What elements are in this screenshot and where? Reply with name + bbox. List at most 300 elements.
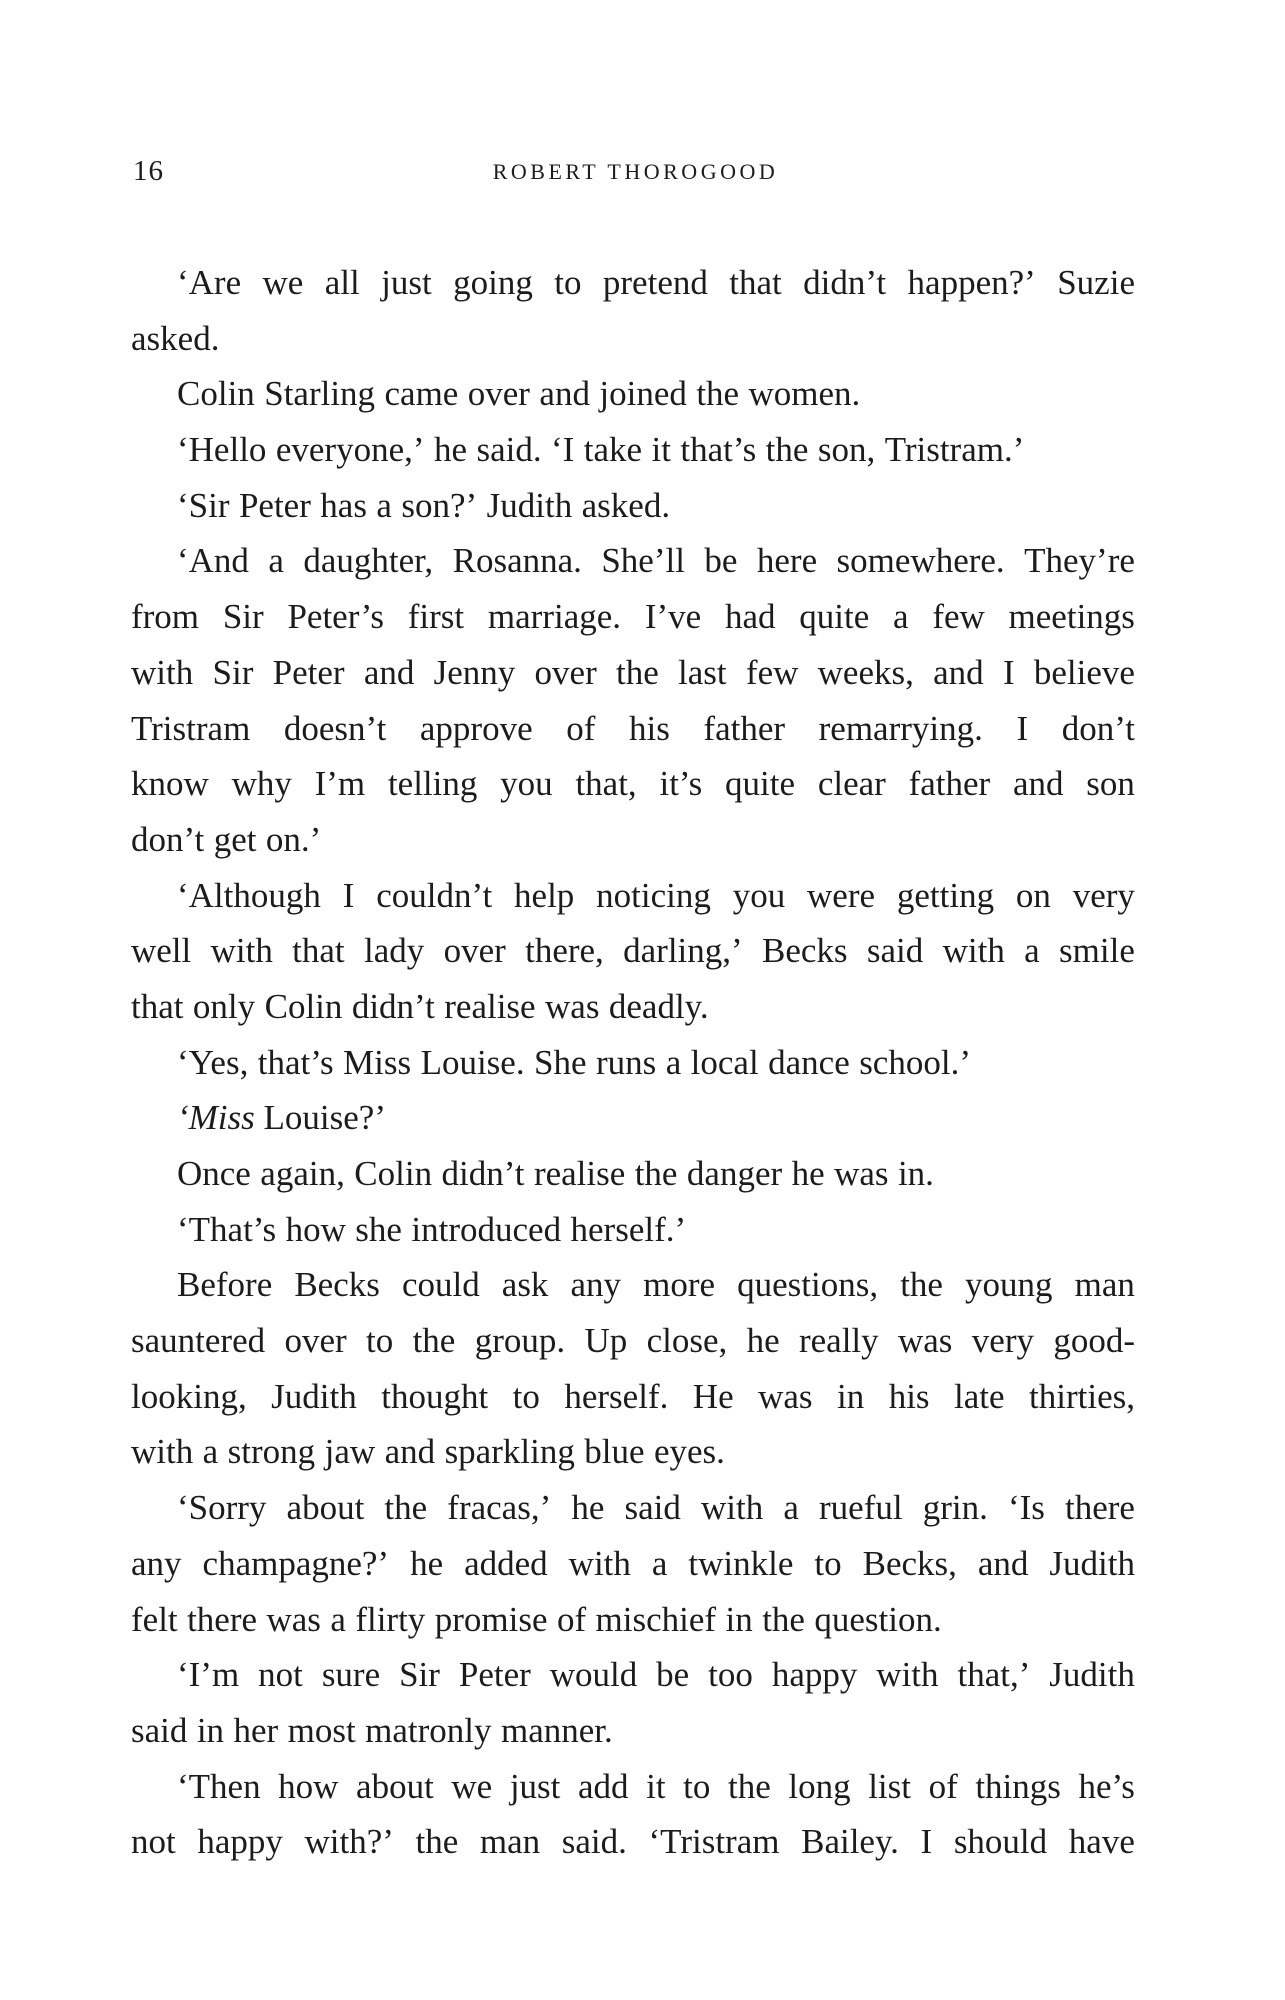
word: a (330, 1599, 346, 1639)
word: he (571, 1488, 605, 1528)
word: matronly (365, 1710, 492, 1750)
word: Jenny (433, 652, 516, 692)
line-remainder: Louise?’ (254, 1098, 386, 1138)
body-text (131, 255, 1135, 1870)
word: going (453, 263, 533, 302)
word: thought (381, 1376, 489, 1416)
word: any (131, 1543, 182, 1583)
word: ‘Hello (177, 430, 267, 470)
word: again, (260, 1154, 345, 1193)
word: it’s (659, 764, 703, 804)
text-line (131, 478, 1135, 534)
word: the (762, 1599, 805, 1639)
word: ‘Yes, (177, 1042, 249, 1082)
word: Bailey. (801, 1822, 899, 1862)
word: to (814, 1543, 842, 1583)
text-line (131, 311, 1135, 367)
word: getting (896, 875, 995, 915)
word: few (745, 652, 799, 692)
word: was (266, 1599, 321, 1639)
word: to (366, 1321, 394, 1361)
word: with (568, 1543, 631, 1583)
word: any (570, 1265, 622, 1305)
word: Starling (264, 374, 376, 414)
word: asked. (581, 485, 671, 525)
word: question. (814, 1599, 942, 1639)
word: Becks, (862, 1543, 957, 1583)
word: mischief (595, 1599, 717, 1639)
text-line (131, 1424, 1135, 1480)
word: He (692, 1376, 734, 1416)
word: and (977, 1543, 1029, 1583)
word: smile (1059, 931, 1135, 971)
word: the (415, 1822, 459, 1862)
text-line (131, 1369, 1135, 1425)
text-line (131, 1480, 1135, 1536)
word: the (634, 1154, 678, 1193)
word: Louise. (420, 1042, 525, 1082)
word: blue (584, 1432, 645, 1472)
word: Becks (762, 931, 848, 971)
word: a (783, 1488, 799, 1528)
word: felt (131, 1599, 178, 1639)
word: list (868, 1766, 911, 1806)
word: a (268, 541, 284, 581)
word: sparkling (444, 1432, 575, 1472)
word: have (1068, 1822, 1135, 1862)
word: to (554, 263, 582, 302)
word: didn’t (803, 263, 887, 302)
word: clear (817, 764, 886, 804)
word: not (131, 1822, 176, 1862)
word: get (213, 819, 257, 859)
word: about (286, 1488, 365, 1528)
word: noticing (596, 875, 711, 915)
word: said. (561, 1822, 627, 1862)
word: marriage. (487, 597, 622, 637)
word: long (788, 1766, 851, 1806)
word: dance (768, 1042, 850, 1082)
word: to (683, 1766, 711, 1806)
word: there (187, 1599, 258, 1639)
text-line (131, 1647, 1135, 1703)
text-line (131, 756, 1135, 812)
word: Rosanna. (452, 541, 582, 581)
word: looking, (131, 1376, 247, 1416)
word: with (876, 1655, 939, 1695)
word: quite (799, 597, 870, 637)
word: just (509, 1766, 561, 1806)
word: in (196, 1710, 225, 1750)
word: Judith (1049, 1543, 1135, 1583)
word: darling,’ (623, 931, 743, 971)
word: said (624, 1488, 681, 1528)
word: I (920, 1822, 933, 1862)
text-line (131, 1313, 1135, 1369)
word: not (258, 1655, 303, 1695)
word: on.’ (265, 819, 322, 859)
word: there (1065, 1488, 1135, 1528)
word: he (433, 430, 468, 470)
word: really (798, 1321, 879, 1361)
word: was (834, 1154, 889, 1193)
text-line (131, 1257, 1135, 1313)
word: and (384, 1432, 436, 1472)
word: Sir (222, 597, 264, 637)
running-head-author: ROBERT THOROGOOD (492, 159, 779, 184)
word: quite (725, 764, 796, 804)
text-line (131, 255, 1135, 311)
word: Judith (1049, 1655, 1135, 1695)
word: the (900, 1265, 943, 1305)
word: take (583, 430, 643, 470)
word: doesn’t (283, 708, 387, 748)
word: Sir (212, 652, 254, 692)
word: that,’ (957, 1655, 1031, 1695)
word: here (756, 541, 818, 581)
word: jaw (324, 1432, 376, 1472)
word: he (791, 1154, 825, 1193)
word: I (1002, 652, 1015, 692)
word: more (643, 1265, 716, 1305)
word: Once (177, 1154, 251, 1193)
word: he’s (1078, 1766, 1135, 1806)
word: They’re (1024, 541, 1135, 581)
word: father (703, 708, 786, 748)
word: a (202, 1432, 219, 1472)
word: daughter, (303, 541, 434, 581)
text-line (131, 366, 1135, 422)
word: well (131, 931, 192, 971)
word: don’t (131, 819, 205, 859)
word: last (678, 652, 727, 692)
word: the (616, 652, 659, 692)
word: was (545, 986, 600, 1026)
word: we (451, 1766, 493, 1806)
word: things (975, 1766, 1061, 1806)
word: herself. (564, 1376, 669, 1416)
word: has (320, 485, 367, 525)
word: he (746, 1321, 780, 1361)
word: realise (533, 1154, 626, 1193)
word: She (534, 1042, 587, 1082)
text-line (131, 533, 1135, 589)
word: somewhere. (836, 541, 1005, 581)
word: very (971, 1321, 1034, 1361)
word: thirties, (1029, 1376, 1135, 1416)
word: with (942, 931, 1005, 971)
word: ‘That’s (177, 1209, 277, 1249)
word: son?’ (401, 485, 478, 525)
word: strong (227, 1432, 316, 1472)
word: Before (177, 1265, 273, 1305)
word: women. (748, 374, 861, 414)
word: school.’ (859, 1042, 971, 1082)
word: a (1024, 931, 1040, 971)
word: that’s (257, 1042, 334, 1082)
word: joined (599, 374, 687, 414)
word: from (131, 597, 200, 637)
word: over (284, 1321, 347, 1361)
word: Peter (458, 1655, 531, 1695)
word: remarrying. (818, 708, 983, 748)
page-number: 16 (133, 155, 164, 187)
word: be (656, 1655, 690, 1695)
word: promise (434, 1599, 548, 1639)
word: a (893, 597, 909, 637)
word: very (1072, 875, 1135, 915)
word: Colin (264, 986, 343, 1026)
word: and (1012, 764, 1064, 804)
word: could (401, 1265, 480, 1305)
word: a (651, 1543, 668, 1583)
word: late (954, 1376, 1005, 1416)
word: Peter (272, 652, 345, 692)
word: father (908, 764, 991, 804)
word: happen?’ (907, 263, 1036, 302)
word: ‘Sorry (177, 1488, 267, 1528)
word: the (728, 1766, 771, 1806)
word: were (807, 875, 876, 915)
word: didn’t (351, 986, 435, 1026)
word: Colin (354, 1154, 433, 1193)
word: Tristram (131, 708, 251, 748)
word: manner. (500, 1710, 613, 1750)
word: and (363, 652, 415, 692)
word: the (412, 1321, 456, 1361)
word: her (233, 1710, 279, 1750)
word: danger (686, 1154, 783, 1193)
word: you (732, 875, 786, 915)
word: would (549, 1655, 638, 1695)
word: Up (584, 1321, 628, 1361)
word: of (566, 708, 596, 748)
word: and (539, 374, 590, 414)
word: added (464, 1543, 548, 1583)
word: meetings (1008, 597, 1135, 637)
word: Suzie (1057, 263, 1135, 302)
word: about (356, 1766, 434, 1806)
word: how (278, 1766, 339, 1806)
word: realise (444, 986, 536, 1026)
word: son, (817, 430, 876, 470)
word: that (729, 263, 782, 302)
word: ‘Sir (177, 485, 230, 525)
word: she (355, 1209, 402, 1249)
word: Colin (177, 374, 255, 414)
text-line (131, 1090, 1135, 1146)
word: questions, (737, 1265, 879, 1305)
word: ‘Tristram (648, 1822, 780, 1862)
text-line (131, 422, 1135, 478)
word: good- (1053, 1321, 1135, 1361)
word: over (467, 374, 530, 414)
word: with (131, 652, 194, 692)
word: help (514, 875, 575, 915)
text-line (131, 701, 1135, 757)
word: the (696, 374, 740, 414)
word: Peter’s (287, 597, 384, 637)
word: know (131, 764, 209, 804)
word: why (231, 764, 292, 804)
word: of (556, 1599, 587, 1639)
word: you (500, 764, 553, 804)
text-line (131, 979, 1135, 1035)
text-line (131, 812, 1135, 868)
word: lady (363, 931, 425, 971)
text-line (131, 1536, 1135, 1592)
word: ‘Although (177, 875, 321, 915)
text-line (131, 1035, 1135, 1091)
word: everyone,’ (275, 430, 425, 470)
word: with (131, 1432, 194, 1472)
word: over (534, 652, 597, 692)
word: of (928, 1766, 958, 1806)
word: asked. (131, 318, 220, 358)
text-line (131, 589, 1135, 645)
text-line (131, 1759, 1135, 1815)
word: Judith (486, 485, 573, 525)
text-line (131, 868, 1135, 924)
word: pretend (602, 263, 708, 302)
word: in. (897, 1154, 934, 1193)
word: the (765, 430, 809, 470)
word: to (512, 1376, 540, 1416)
word: with (701, 1488, 764, 1528)
word: that (292, 931, 345, 971)
word: Judith (271, 1376, 357, 1416)
word: ‘Is (1007, 1488, 1045, 1528)
word: in (836, 1376, 865, 1416)
text-line (131, 923, 1135, 979)
word: happy (197, 1822, 283, 1862)
word: man (1074, 1265, 1135, 1305)
word: man (479, 1822, 541, 1862)
word: said (131, 1710, 188, 1750)
word: it (646, 1766, 666, 1806)
word: believe (1033, 652, 1135, 692)
word: first (407, 597, 465, 637)
word: local (690, 1042, 759, 1082)
word: group. (474, 1321, 566, 1361)
word: close, (646, 1321, 728, 1361)
word: Miss (343, 1042, 412, 1082)
text-line (131, 1202, 1135, 1258)
word: I (1016, 708, 1029, 748)
word: said (866, 931, 924, 971)
word: twinkle (688, 1543, 794, 1583)
word: weeks, (817, 652, 914, 692)
word: rueful (819, 1488, 903, 1528)
word: Sir (399, 1655, 440, 1695)
word: ‘I’m (177, 1655, 240, 1695)
word: son (1086, 764, 1135, 804)
running-head (133, 155, 1138, 195)
word: only (192, 986, 256, 1026)
word: a (665, 1042, 682, 1082)
word: ‘I (551, 430, 575, 470)
word: on (1015, 875, 1051, 915)
text-line (131, 1703, 1135, 1759)
word: sure (321, 1655, 381, 1695)
word: ask (501, 1265, 549, 1305)
word: sauntered (131, 1321, 266, 1361)
word: his (628, 708, 670, 748)
word: with?’ (304, 1822, 394, 1862)
word: telling (387, 764, 478, 804)
word: most (287, 1710, 356, 1750)
word: with (210, 931, 273, 971)
word: was (898, 1321, 953, 1361)
word: was (758, 1376, 813, 1416)
word: ‘And (177, 541, 249, 581)
word: deadly. (608, 986, 709, 1026)
italic-word: ‘Miss (177, 1098, 255, 1138)
word: Becks (294, 1265, 380, 1305)
word: that’s (680, 430, 757, 470)
text-line (131, 1814, 1135, 1870)
word: had (724, 597, 776, 637)
word: just (381, 263, 432, 302)
word: in (725, 1599, 753, 1639)
word: we (262, 263, 304, 302)
word: fracas,’ (447, 1488, 552, 1528)
word: champagne?’ (202, 1543, 390, 1583)
word: that, (575, 764, 637, 804)
word: young (965, 1265, 1053, 1305)
word: should (953, 1822, 1048, 1862)
word: grin. (922, 1488, 988, 1528)
text-line (131, 1146, 1135, 1202)
word: ‘Then (177, 1766, 261, 1806)
text-line (131, 1592, 1135, 1648)
word: runs (595, 1042, 657, 1082)
word: how (285, 1209, 346, 1249)
word: approve (419, 708, 533, 748)
word: a (376, 485, 392, 525)
word: there, (525, 931, 604, 971)
word: Peter (238, 485, 311, 525)
word: be (704, 541, 738, 581)
word: happy (771, 1655, 858, 1695)
word: few (932, 597, 985, 637)
word: all (324, 263, 360, 302)
word: that (131, 986, 184, 1026)
word: over (443, 931, 506, 971)
word: the (384, 1488, 428, 1528)
word: ‘Are (177, 263, 242, 302)
word: eyes. (653, 1432, 725, 1472)
word: I’ve (644, 597, 702, 637)
word: his (888, 1376, 930, 1416)
word: introduced (411, 1209, 562, 1249)
word: herself.’ (570, 1209, 687, 1249)
word: too (708, 1655, 753, 1695)
word: don’t (1061, 708, 1135, 748)
word: Tristram.’ (884, 430, 1025, 470)
word: it (651, 430, 671, 470)
word: She’ll (601, 541, 685, 581)
word: I (342, 875, 355, 915)
word: couldn’t (376, 875, 493, 915)
text-line (131, 645, 1135, 701)
word: didn’t (441, 1154, 525, 1193)
word: said. (476, 430, 542, 470)
word: came (384, 374, 459, 414)
word: he (410, 1543, 444, 1583)
word: add (577, 1766, 629, 1806)
word: I’m (314, 764, 366, 804)
